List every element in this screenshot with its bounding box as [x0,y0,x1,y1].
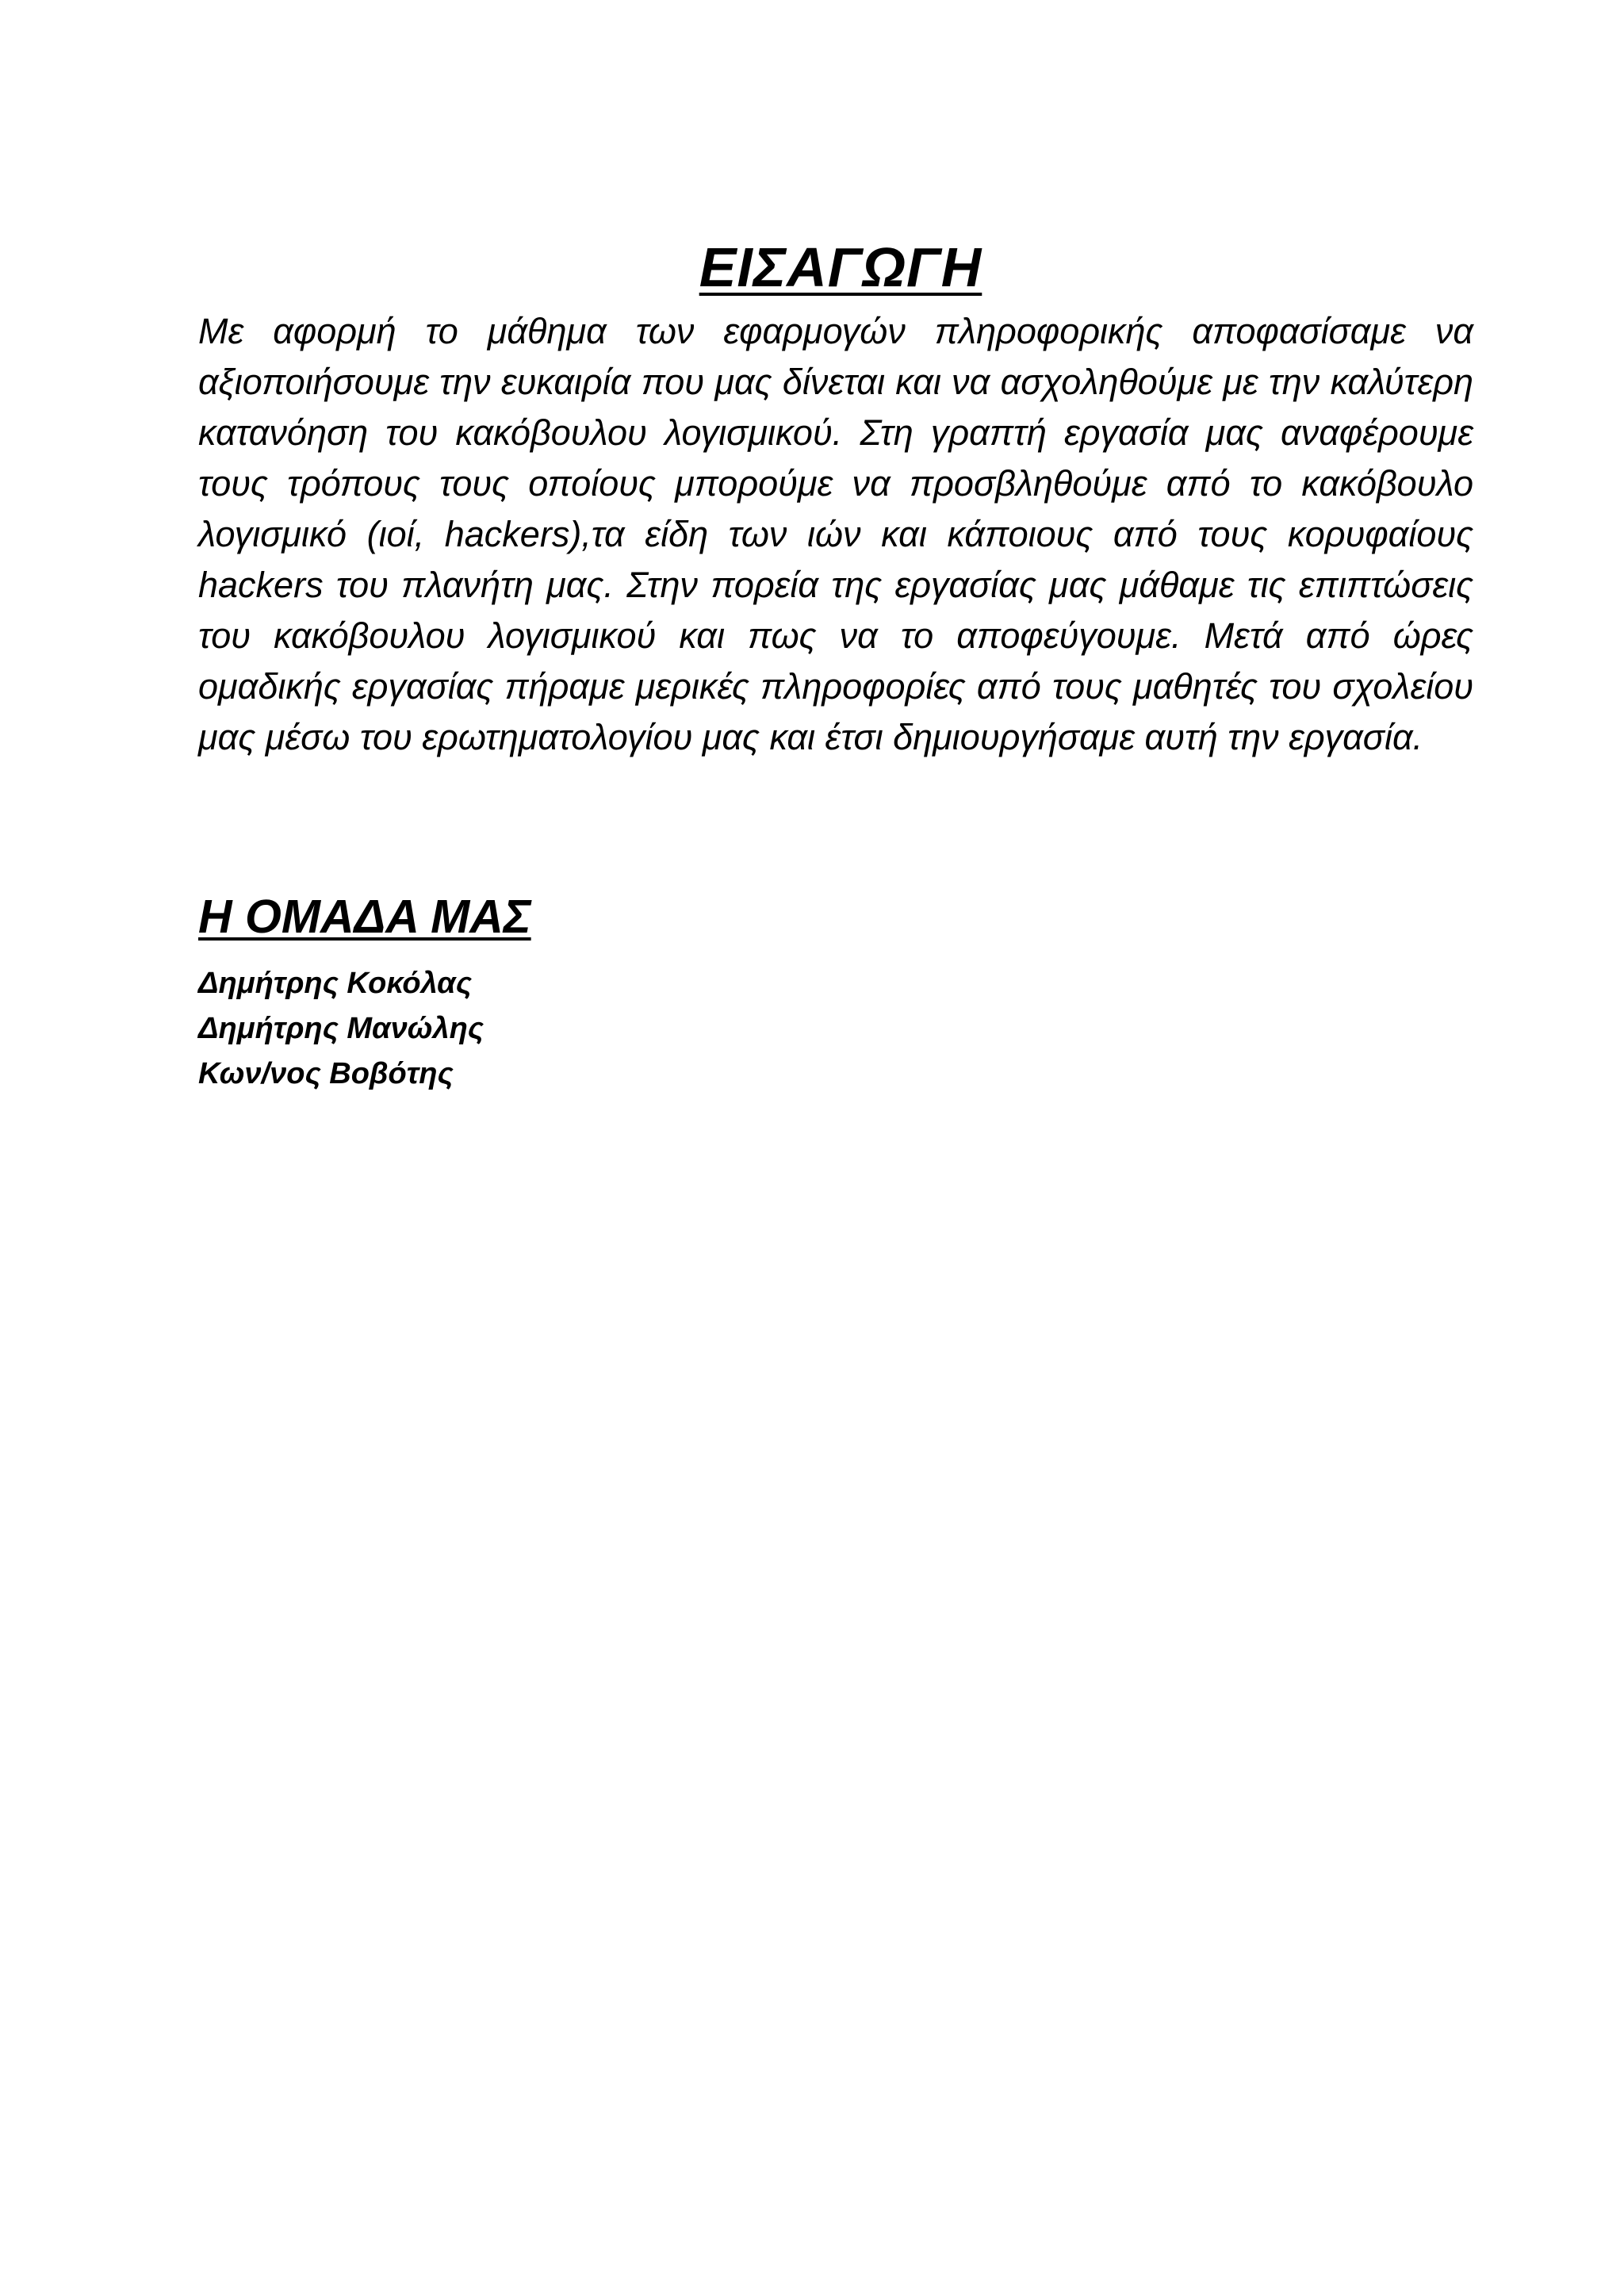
intro-paragraph: Με αφορμή το μάθημα των εφαρμογών πληροφορικής αποφασίσαμε να αξιοποιήσουμε την ευκαιρία που μας δίνεται και να ασχοληθούμε με την καλύτερη κατανόηση του κακόβουλου λογισμικού. Στη γραπτή εργασία μας αναφέρουμε τους τρόπους τους οποίους μπορούμε να προσβληθούμε από το κακόβουλο λογισμικό (ιοί, hackers),τα είδη των ιών και κάποιους από τους κορυφαίους hackers του πλανήτη μας. Στην πορεία της εργασίας μας μάθαμε τις επιπτώσεις του κακόβουλου λογισμικού και πως να το αποφεύγουμε. Μετά από ώρες ομαδικής εργασίας πήραμε μερικές πληροφορίες από τους μαθητές του σχολείου μας μέσω του ερωτηματολογίου μας και έτσι δημιουργήσαμε αυτή την εργασία. [198,311,1473,757]
team-member: Κων/νος Βοβότης [198,1057,454,1090]
team-members-list [198,961,484,1097]
team-member: Δημήτρης Κοκόλας [198,967,472,1000]
team-heading: Η ΟΜΑΔΑ ΜΑΣ [198,891,531,943]
page-title: ΕΙΣΑΓΩΓΗ [699,236,982,298]
team-member: Δημήτρης Μανώλης [198,1012,485,1045]
